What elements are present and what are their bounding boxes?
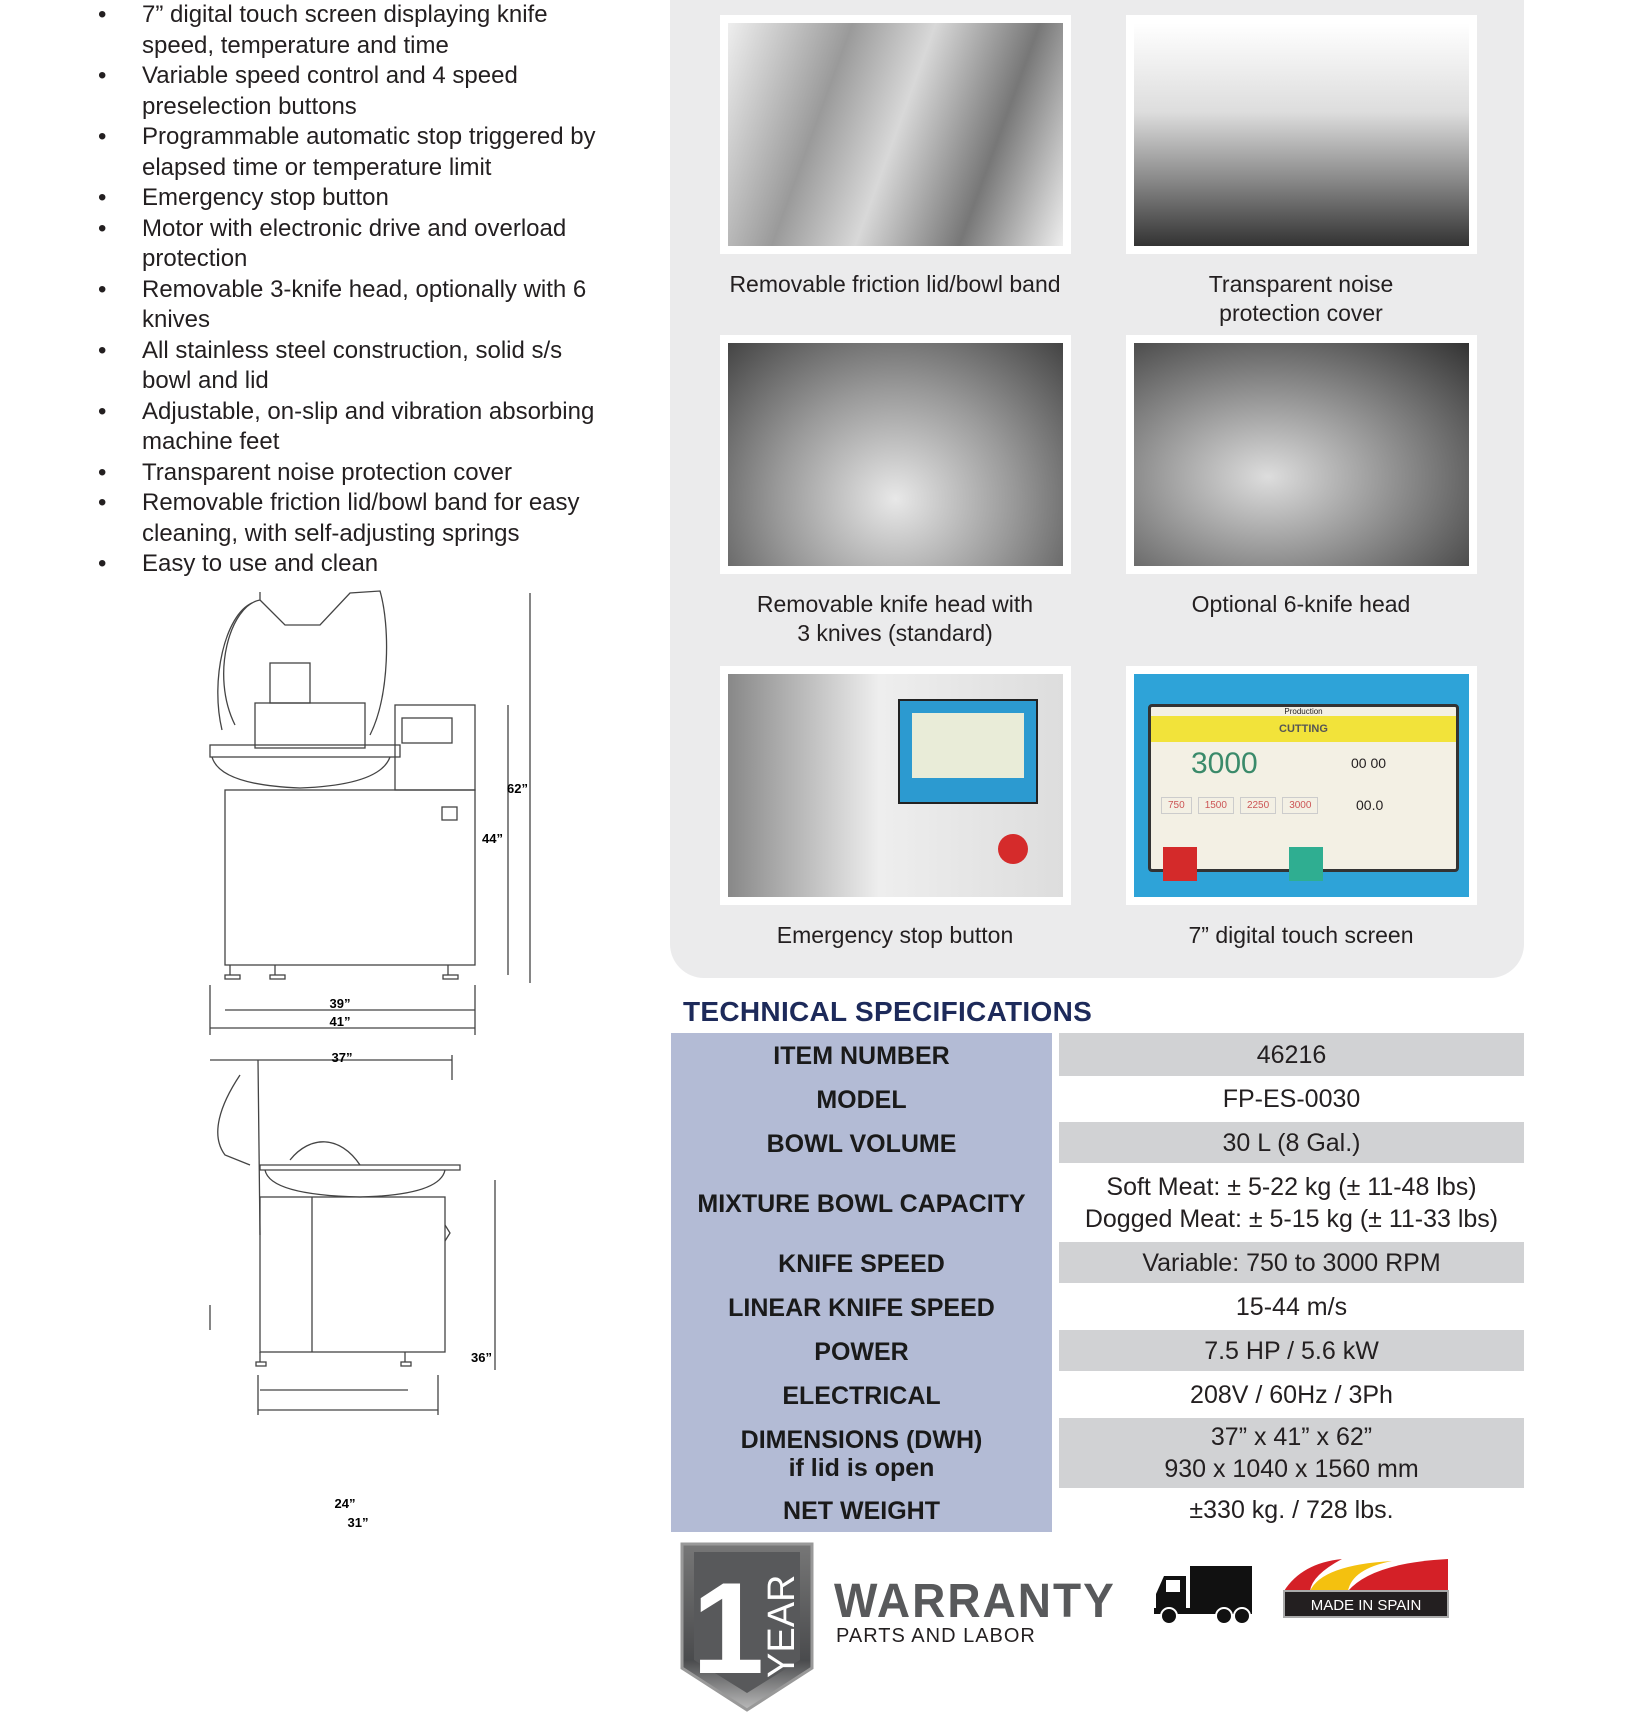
emergency-stop-photo	[720, 666, 1071, 905]
spec-label: MODEL	[816, 1086, 907, 1114]
spec-row	[0, 1418, 1636, 1490]
spec-row	[0, 1490, 1636, 1532]
spec-label: POWER	[814, 1337, 909, 1366]
bullet: •	[98, 550, 107, 577]
speed-preset: 750	[1161, 797, 1192, 814]
bullet: •	[98, 214, 107, 242]
feature-item	[98, 458, 638, 489]
spec-row	[0, 1330, 1636, 1373]
feature-text: All stainless steel construction, solid s/s	[142, 336, 563, 364]
three-knife-head-photo	[720, 335, 1071, 574]
spec-row	[0, 1285, 1636, 1330]
six-knife-head-photo	[1126, 335, 1477, 574]
bullet: •	[98, 1, 107, 28]
feature-item	[98, 61, 638, 122]
speed-preset: 1500	[1198, 797, 1234, 814]
technical-specifications-title: TECHNICAL SPECIFICATIONS	[683, 996, 1093, 1027]
spec-row	[0, 1078, 1636, 1122]
spec-value: ±330 kg. / 728 lbs.	[1189, 1496, 1394, 1524]
spec-label: ITEM NUMBER	[773, 1041, 950, 1070]
feature-item	[98, 336, 638, 397]
friction-lid-photo	[720, 15, 1071, 254]
feature-text: preselection buttons	[142, 92, 357, 120]
touch-screen-display: Production CUTTING 3000 00 00 00.0 750 1500 2250 3000	[1148, 704, 1459, 872]
noise-cover-photo	[1126, 15, 1477, 254]
feature-text: Variable speed control and 4 speed	[142, 62, 518, 89]
speed-preset: 2250	[1240, 797, 1276, 814]
touch-screen-photo	[1126, 666, 1477, 905]
dimension-side-total: 31”	[347, 1515, 369, 1530]
spec-label: MIXTURE BOWL CAPACITY	[697, 1189, 1026, 1218]
spec-value: 7.5 HP / 5.6 kW	[1059, 1330, 1524, 1371]
feature-text: machine feet	[142, 428, 280, 455]
bullet: •	[98, 458, 107, 486]
spec-value: 46216	[1059, 1033, 1524, 1076]
feature-item	[98, 488, 638, 549]
svg-text:YEAR: YEAR	[761, 1574, 803, 1678]
feature-text: Emergency stop button	[142, 184, 389, 211]
dimension-width-total: 41”	[329, 1014, 351, 1029]
one-year-warranty-badge	[676, 1538, 818, 1713]
feature-item	[98, 397, 638, 458]
svg-text:1: 1	[691, 1555, 765, 1701]
spec-value: 37” x 41” x 62” 930 x 1040 x 1560 mm	[1059, 1418, 1524, 1488]
feature-text: cleaning, with self-adjusting springs	[142, 519, 520, 547]
bullet: •	[98, 184, 107, 211]
warranty-title: WARRANTY	[834, 1572, 1116, 1628]
spec-label: KNIFE SPEED	[778, 1249, 945, 1278]
spec-label: DIMENSIONS (DWH) if lid is open	[740, 1426, 983, 1482]
bullet: •	[98, 123, 107, 150]
spec-value: 30 L (8 Gal.)	[1059, 1122, 1524, 1163]
photo-caption: 7” digital touch screen	[1188, 922, 1414, 948]
feature-text: Motor with electronic drive and overload	[142, 214, 567, 242]
spec-label: LINEAR KNIFE SPEED	[728, 1293, 995, 1322]
feature-item	[98, 214, 638, 275]
feature-item	[98, 0, 638, 61]
svg-text:MADE IN SPAIN: MADE IN SPAIN	[1310, 1597, 1422, 1614]
dimension-side-base: 24”	[334, 1496, 356, 1511]
spec-row	[0, 1165, 1636, 1242]
dimension-width-body: 39”	[329, 996, 351, 1011]
warranty-subtitle: PARTS AND LABOR	[836, 1625, 1036, 1647]
made-in-spain-badge	[1282, 1555, 1450, 1619]
photo-caption: Emergency stop button	[776, 922, 1014, 948]
feature-text: Easy to use and clean	[142, 550, 379, 577]
photo-caption: Optional 6-knife head	[1191, 591, 1411, 617]
photo-caption: Transparent noise protection cover	[1208, 271, 1394, 326]
feature-item	[98, 549, 638, 580]
spec-row	[0, 1242, 1636, 1285]
spec-row	[0, 1373, 1636, 1418]
feature-text: Removable 3-knife head, optionally with 6	[142, 275, 587, 303]
spec-label: BOWL VOLUME	[766, 1129, 957, 1158]
dimension-height-body: 44”	[482, 831, 503, 846]
photo-caption: Removable friction lid/bowl band	[729, 271, 1061, 297]
feature-text: Programmable automatic stop triggered by	[142, 123, 596, 150]
bullet: •	[98, 397, 107, 425]
feature-list	[98, 0, 638, 580]
feature-text: Adjustable, on-slip and vibration absorbing	[142, 397, 595, 425]
photo-caption: Removable knife head with 3 knives (standard)	[756, 591, 1034, 646]
feature-text: 7” digital touch screen displaying knife	[142, 1, 548, 28]
bullet: •	[98, 275, 107, 303]
feature-text: Transparent noise protection cover	[142, 458, 512, 486]
spec-label: ELECTRICAL	[782, 1381, 941, 1410]
spec-row	[0, 1033, 1636, 1078]
dimension-height-total: 62”	[507, 781, 528, 796]
bullet: •	[98, 336, 107, 364]
feature-item	[98, 183, 638, 214]
feature-text: Removable friction lid/bowl band for easy	[142, 489, 580, 516]
spec-value: Soft Meat: ± 5-22 kg (± 11-48 lbs) Dogged Meat: ± 5-15 kg (± 11-33 lbs)	[1084, 1172, 1499, 1233]
feature-text: bowl and lid	[142, 367, 269, 394]
feature-text: elapsed time or temperature limit	[142, 153, 492, 181]
dimension-side-width: 37”	[331, 1050, 353, 1065]
feature-text: speed, temperature and time	[142, 31, 449, 59]
spec-value: Variable: 750 to 3000 RPM	[1059, 1242, 1524, 1283]
bullet: •	[98, 489, 107, 516]
feature-item	[98, 122, 638, 183]
feature-text: knives	[142, 306, 211, 333]
feature-text: protection	[142, 245, 248, 272]
spec-value: 208V / 60Hz / 3Ph	[1190, 1380, 1393, 1409]
spec-label: NET WEIGHT	[783, 1497, 940, 1525]
bullet: •	[98, 62, 107, 89]
spec-value: 15-44 m/s	[1235, 1292, 1348, 1321]
truck-icon	[1152, 1564, 1254, 1624]
feature-item	[98, 275, 638, 336]
spec-row	[0, 1122, 1636, 1165]
emergency-stop-button-image	[998, 834, 1028, 864]
dimension-side-height: 36”	[471, 1350, 492, 1365]
spec-value: FP-ES-0030	[1222, 1085, 1361, 1113]
speed-preset: 3000	[1282, 797, 1318, 814]
